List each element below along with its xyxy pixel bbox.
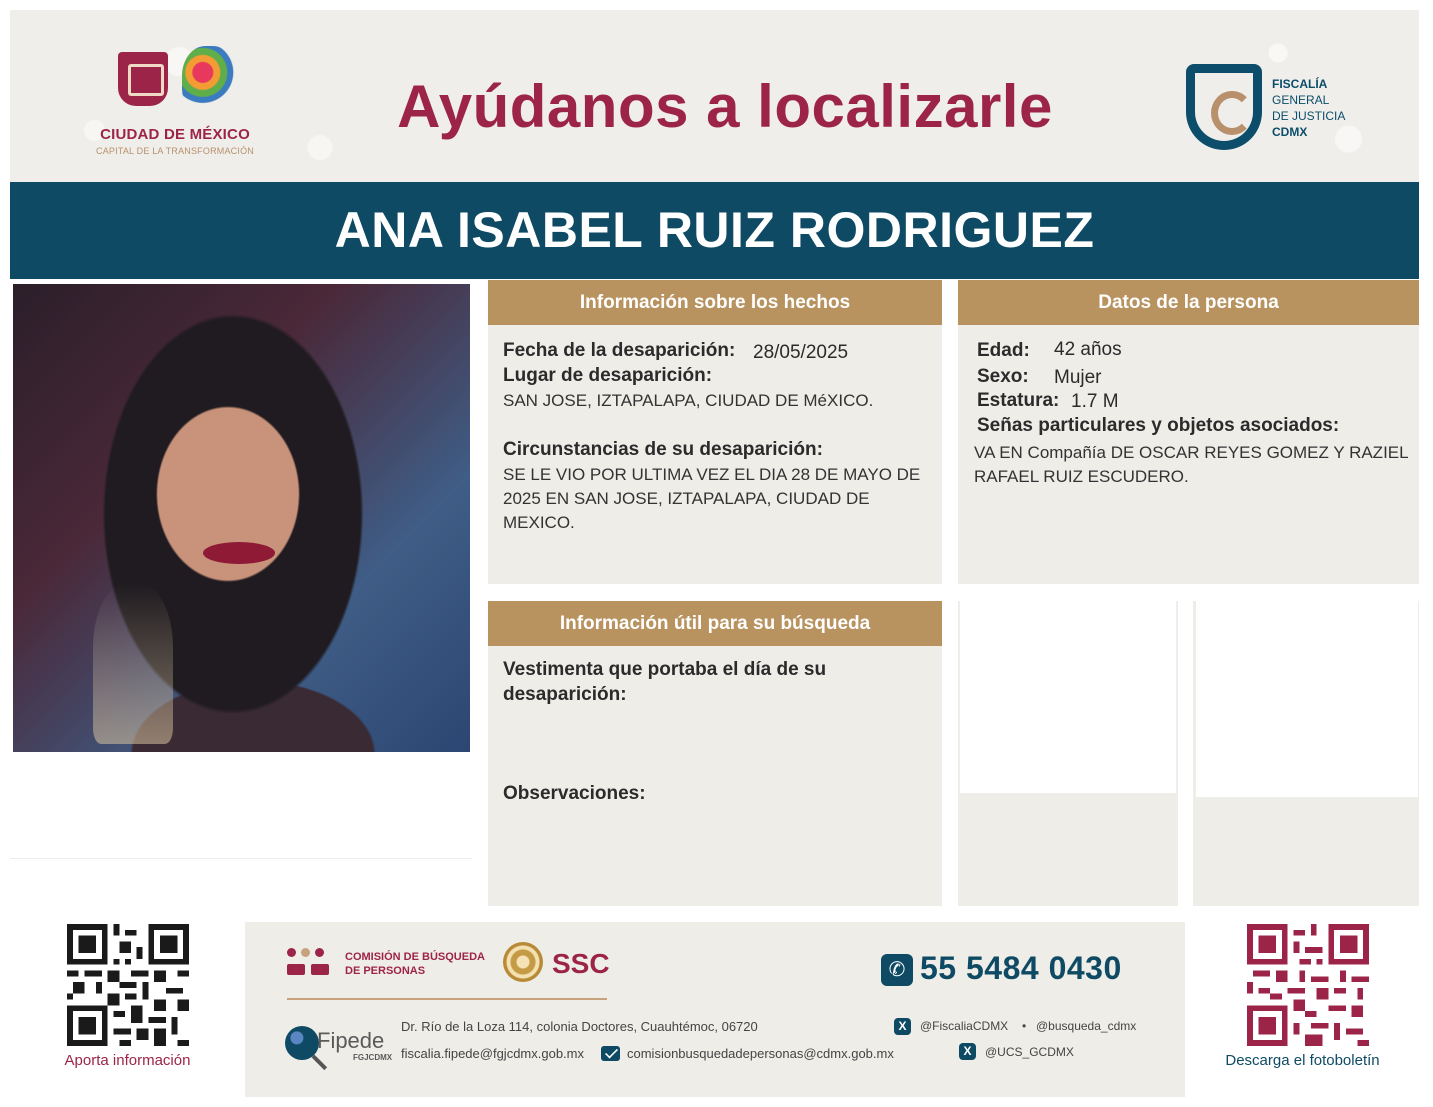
- comision-logo-text: [345, 950, 485, 978]
- edad-value: 42 años: [1054, 339, 1122, 360]
- fipede-logo: [283, 1022, 393, 1072]
- cdmx-map-icon: [182, 46, 234, 112]
- qr-code-icon[interactable]: [1247, 924, 1369, 1046]
- fecha-label: Fecha de la desaparición:: [503, 340, 736, 361]
- ssc-logo-text: SSC: [552, 948, 610, 979]
- divider: [10, 858, 472, 859]
- observaciones-label: Observaciones:: [503, 783, 646, 804]
- fecha-value: 28/05/2025: [753, 342, 849, 363]
- fipede-logo-name: Fipede: [317, 1028, 385, 1053]
- phone-icon: ✆: [881, 954, 913, 986]
- image-slot-1: [958, 601, 1178, 906]
- image-placeholder: [1196, 601, 1418, 797]
- busqueda-panel: [488, 601, 942, 906]
- hechos-heading: Información sobre los hechos: [488, 280, 942, 325]
- x-twitter-icon: X: [894, 1018, 911, 1035]
- fgj-logo-icon: [1186, 64, 1262, 150]
- busqueda-heading: Información útil para su búsqueda: [488, 601, 942, 646]
- cdmx-logo-subtitle: CAPITAL DE LA TRANSFORMACIÓN: [96, 146, 254, 156]
- edad-label: Edad:: [977, 340, 1030, 361]
- qr-right-caption: Descarga el fotoboletín: [1225, 1052, 1380, 1069]
- fgj-logo: [1186, 62, 1376, 158]
- image-slot-2: [1193, 601, 1419, 906]
- fipede-logo-sub: FGJCDMX: [353, 1053, 393, 1062]
- fipede-globe-icon: [285, 1026, 319, 1060]
- x-twitter-icon: X: [959, 1043, 976, 1060]
- comision-line-2: DE PERSONAS: [345, 965, 426, 977]
- contact-footer: [245, 922, 1185, 1097]
- email-fipede[interactable]: fiscalia.fipede@fgjcdmx.gob.mx: [401, 1046, 584, 1061]
- ssc-emblem-icon: [503, 942, 543, 982]
- estatura-value: 1.7 M: [1071, 391, 1119, 412]
- circunstancias-value: SE LE VIO POR ULTIMA VEZ EL DIA 28 DE MAYO DE 2025 EN SAN JOSE, IZTAPALAPA, CIUDAD DE MEXICO.: [503, 465, 921, 532]
- fgj-line-1: FISCALÍA: [1272, 77, 1328, 91]
- image-placeholder: [960, 601, 1176, 793]
- fgj-line-4: CDMX: [1272, 125, 1308, 139]
- datos-heading: Datos de la persona: [958, 280, 1419, 325]
- header: [10, 10, 1419, 182]
- mail-icon: [601, 1046, 620, 1061]
- cdmx-shield-icon: [118, 52, 168, 106]
- comision-line-1: COMISIÓN DE BÚSQUEDA: [345, 951, 485, 963]
- datos-panel: [958, 280, 1419, 584]
- lugar-value: SAN JOSE, IZTAPALAPA, CIUDAD DE MéXICO.: [503, 391, 874, 410]
- senas-value: VA EN Compañía DE OSCAR REYES GOMEZ Y RAZIEL RAFAEL RUIZ ESCUDERO.: [974, 443, 1408, 486]
- cdmx-logo: [90, 40, 260, 165]
- senas-label: Señas particulares y objetos asociados:: [977, 415, 1340, 436]
- fgj-line-3: DE JUSTICIA: [1272, 109, 1346, 123]
- person-name: ANA ISABEL RUIZ RODRIGUEZ: [10, 182, 1419, 279]
- social-separator: •: [1022, 1019, 1027, 1033]
- qr-code-icon[interactable]: [67, 924, 189, 1046]
- fgj-line-2: GENERAL: [1272, 93, 1330, 107]
- estatura-label: Estatura:: [977, 390, 1060, 411]
- comision-icon: [287, 948, 335, 978]
- social-busqueda[interactable]: @busqueda_cdmx: [1036, 1019, 1137, 1033]
- social-fiscalia[interactable]: @FiscaliaCDMX: [920, 1019, 1009, 1033]
- person-photo: [13, 284, 470, 752]
- divider: [287, 998, 607, 1000]
- sexo-value: Mujer: [1054, 367, 1102, 388]
- sexo-label: Sexo:: [977, 366, 1029, 387]
- phone-number[interactable]: 55 5484 0430: [920, 950, 1122, 986]
- hechos-panel: [488, 280, 942, 584]
- social-ucs[interactable]: @UCS_GCDMX: [985, 1045, 1074, 1059]
- lugar-label: Lugar de desaparición:: [503, 365, 713, 386]
- address: Dr. Río de la Loza 114, colonia Doctores, Cuauhtémoc, 06720: [401, 1019, 758, 1034]
- circunstancias-label: Circunstancias de su desaparición:: [503, 439, 823, 460]
- vestimenta-label: Vestimenta que portaba el día de su desaparición:: [503, 659, 827, 705]
- cdmx-logo-name: CIUDAD DE MÉXICO: [100, 126, 250, 143]
- page-title: Ayúdanos a localizarle: [397, 73, 1053, 140]
- email-comision[interactable]: comisionbusquedadepersonas@cdmx.gob.mx: [627, 1046, 894, 1061]
- qr-left-caption: Aporta información: [64, 1052, 191, 1069]
- fgj-logo-text: [1272, 76, 1345, 140]
